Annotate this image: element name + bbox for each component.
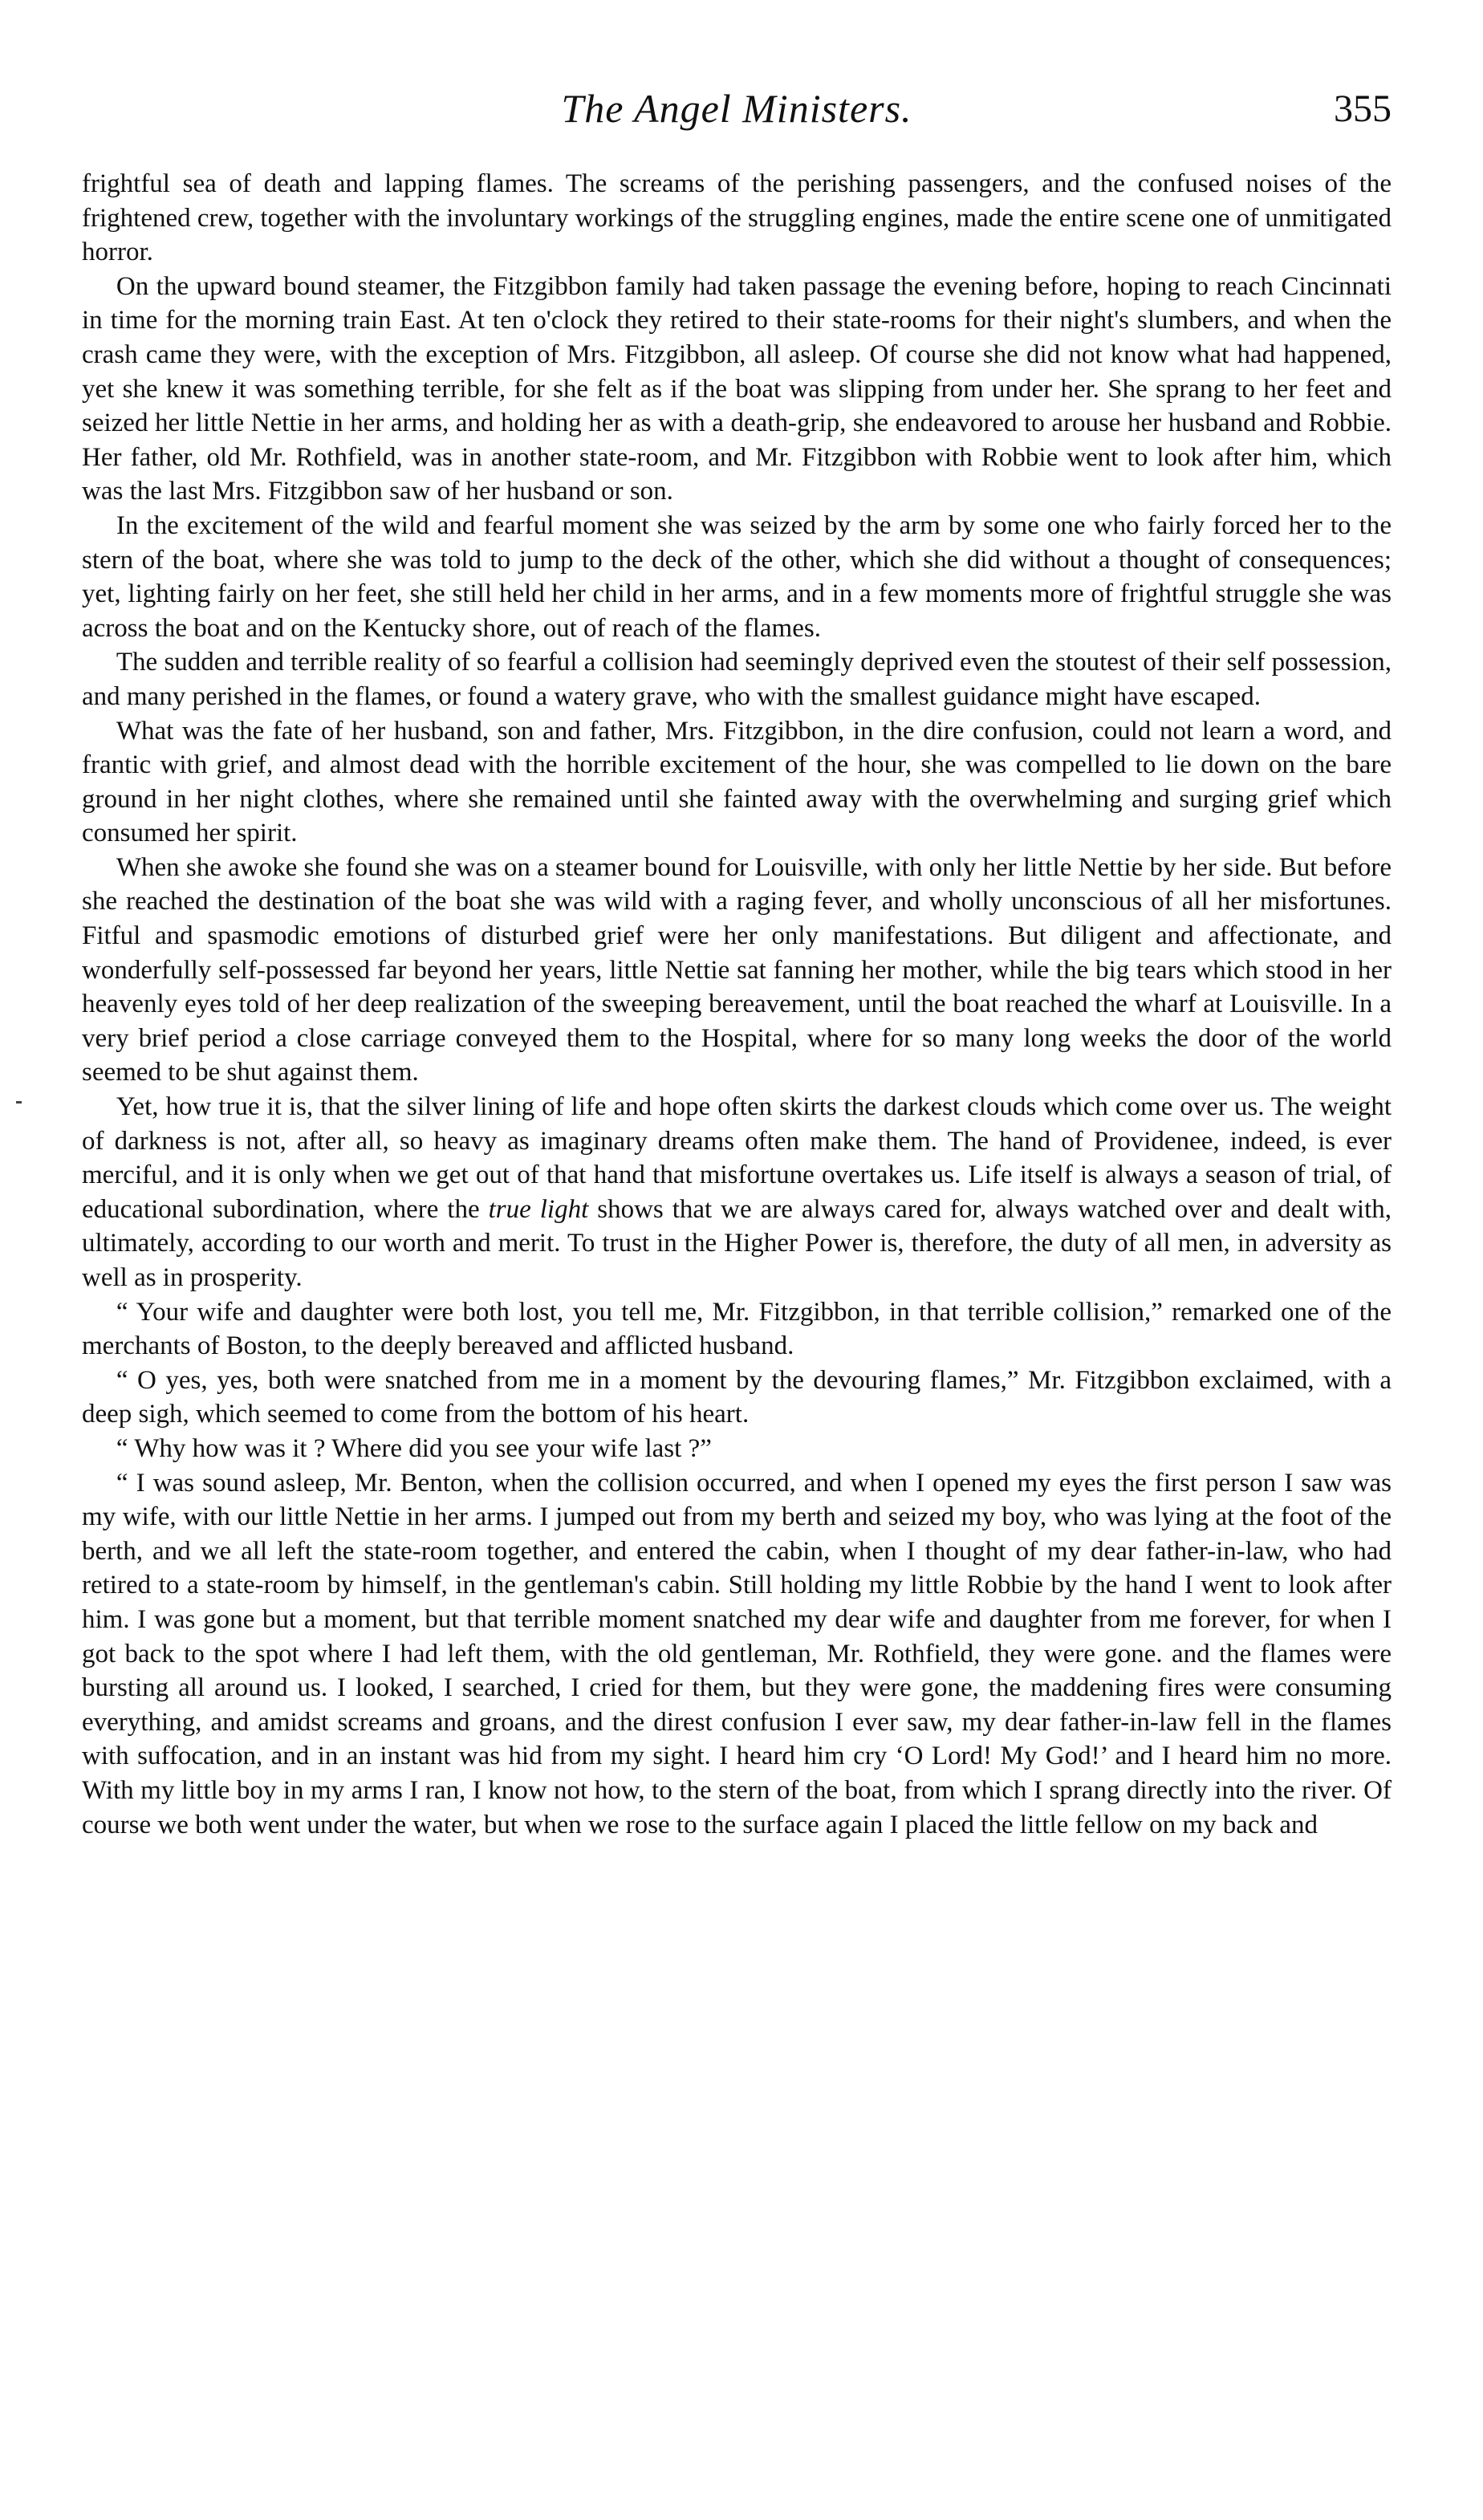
paragraph-7-text-after: shows that we are always cared for, always watched over and dealt with, ultimately, according to our worth and merit. To trust in the Higher Power is, therefore, the duty of all men, in adversity as well as in prosperity. [82, 1194, 1392, 1292]
body-text [82, 167, 1392, 1842]
margin-mark [16, 1101, 22, 1104]
paragraph-2: On the upward bound steamer, the Fitzgibbon family had taken passage the evening before, hoping to reach Cincinnati in time for the morning train East. At ten o'clock they retired to their state-rooms for their night's slumbers, and when the crash came they were, with the exception of Mrs. Fitzgibbon, all asleep. Of course she did not know what had happened, yet she knew it was something terrible, for she felt as if the boat was slipping from under her. She sprang to her feet and seized her little Nettie in her arms, and holding her as with a death-grip, she endeavored to arouse her husband and Robbie. Her father, old Mr. Rothfield, was in another state-room, and Mr. Fitzgibbon with Robbie went to look after him, which was the last Mrs. Fitzgibbon saw of her husband or son. [82, 271, 1392, 506]
paragraph-3: In the excitement of the wild and fearful moment she was seized by the arm by some one who fairly forced her to the stern of the boat, where she was told to jump to the deck of the other, which she did without a thought of consequences; yet, lighting fairly on her feet, she still held her child in her arms, and in a few moments more of frightful struggle she was across the boat and on the Kentucky shore, out of reach of the flames. [82, 510, 1392, 643]
book-page [82, 77, 1392, 1842]
paragraph-10: “ Why how was it ? Where did you see your wife last ?” [116, 1433, 712, 1463]
paragraph-5: What was the fate of her husband, son and father, Mrs. Fitzgibbon, in the dire confusion, could not learn a word, and frantic with grief, and almost dead with the horrible excitement of the hour, she was compelled to lie down on the bare ground in her night clothes, where she remained until she fainted away with the overwhelming and surging grief which consumed her spirit. [82, 716, 1392, 848]
paragraph-9: “ O yes, yes, both were snatched from me in a moment by the devouring flames,” Mr. Fitzgibbon exclaimed, with a deep sigh, which seemed to come from the bottom of his heart. [82, 1365, 1392, 1429]
paragraph-7-text-before: Yet, how true it is, that the silver lining of life and hope often skirts the darkest clouds which come over us. The weight of darkness is not, after all, so heavy as imaginary dreams often make them. The hand of Providenee, indeed, is ever merciful, and it is only when we get out of that hand that misfortune overtakes us. Life itself is always a season of trial, of educational subordination, where the [82, 1092, 1392, 1224]
emphasis-true-light: true light [488, 1194, 589, 1224]
paragraph-4: The sudden and terrible reality of so fearful a collision had seemingly deprived even the stoutest of their self possession, and many perished in the flames, or found a watery grave, who with the smallest guidance might have escaped. [82, 648, 1392, 711]
running-title: The Angel Ministers. [561, 86, 912, 131]
paragraph-11: “ I was sound asleep, Mr. Benton, when the collision occurred, and when I opened my eyes the first person I saw was my wife, with our little Nettie in her arms. I jumped out from my berth and seized my boy, who was lying at the foot of the berth, and we all left the state-room together, and entered the cabin, when I thought of my dear father-in-law, who had retired to a state-room by himself, in the gentleman's cabin. Still holding my little Robbie by the hand I went to look after him. I was gone but a moment, but that terrible moment snatched my dear wife and daughter from me forever, for when I got back to the spot where I had left them, with the old gentleman, Mr. Rothfield, they were gone. and the flames were bursting all around us. I looked, I searched, I cried for them, but they were gone, the maddening fires were consuming everything, and amidst screams and groans, and the direst confusion I ever saw, my dear father-in-law fell in the flames with suffocation, and in an instant was hid from my sight. I heard him cry ‘O Lord! My God!’ and I heard him no more. With my little boy in my arms I ran, I know not how, to the stern of the boat, from which I sprang directly into the river. Of course we both went under the water, but when we rose to the surface again I placed the little fellow on my back and [82, 1468, 1392, 1839]
paragraph-1: frightful sea of death and lapping flames. The screams of the perishing passengers, and the confused noises of the frightened crew, together with the involuntary workings of the struggling engines, made the entire scene one of unmitigated horror. [82, 169, 1392, 267]
paragraph-7 [82, 1090, 1392, 1295]
paragraph-8: “ Your wife and daughter were both lost, you tell me, Mr. Fitzgibbon, in that terrible collision,” remarked one of the merchants of Boston, to the deeply bereaved and afflicted husband. [82, 1297, 1392, 1361]
running-head [82, 77, 1392, 157]
page-number: 355 [1334, 87, 1392, 130]
paragraph-6: When she awoke she found she was on a steamer bound for Louisville, with only her little Nettie by her side. But before she reached the destination of the boat she was wild with a raging fever, and wholly unconscious of all her misfortunes. Fitful and spasmodic emotions of disturbed grief were her only manifestations. But diligent and affectionate, and wonderfully self-possessed far beyond her years, little Nettie sat fanning her mother, while the big tears which stood in her heavenly eyes told of her deep realization of the sweeping bereavement, until the boat reached the wharf at Louisville. In a very brief period a close carriage conveyed them to the Hospital, where for so many long weeks the door of the world seemed to be shut against them. [82, 852, 1392, 1087]
